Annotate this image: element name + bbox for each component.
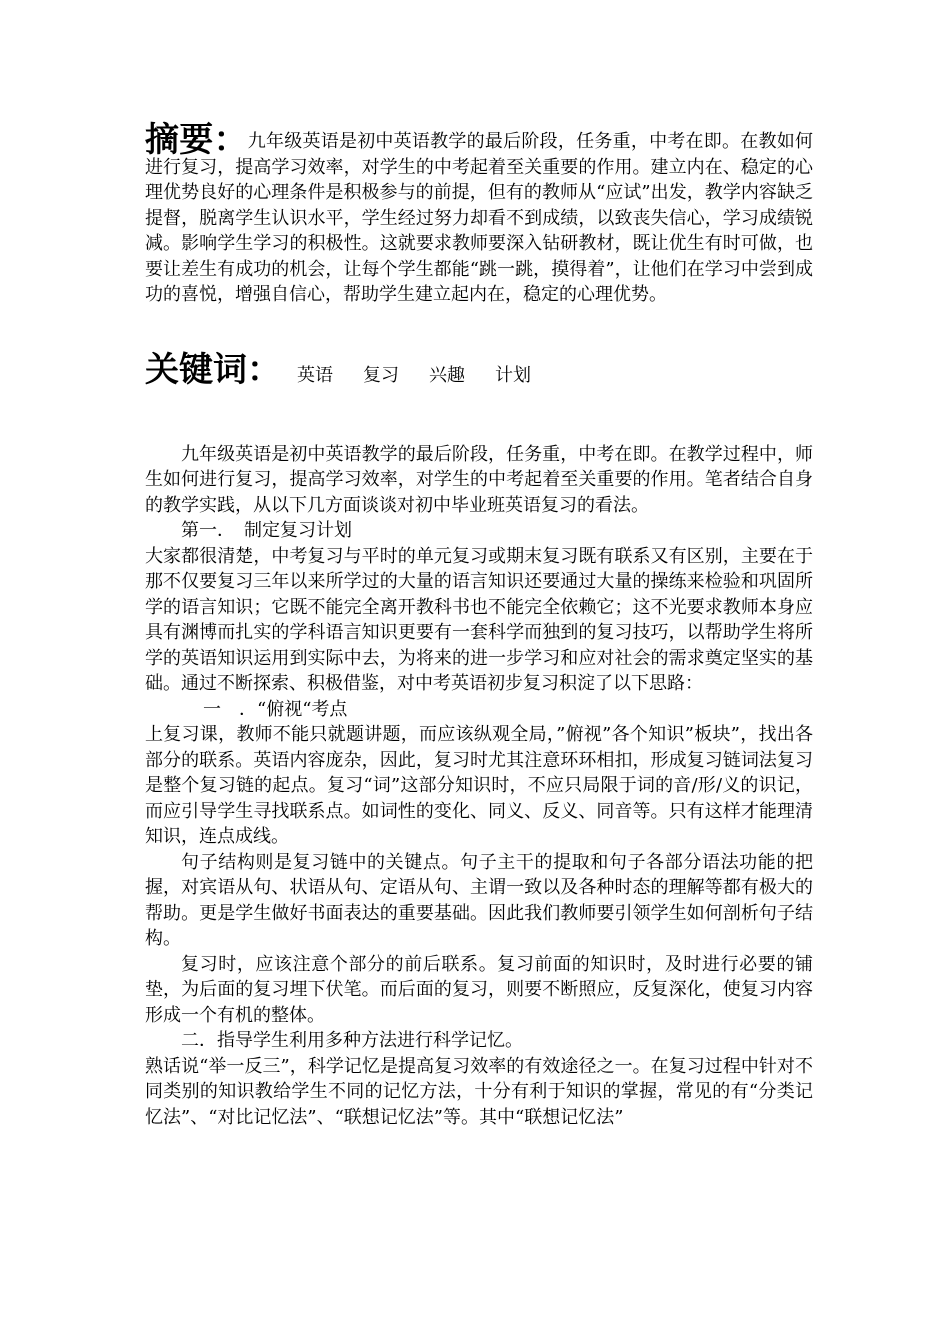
abstract-label: 摘要： [145, 120, 248, 160]
point-heading: 二．指导学生利用多种方法进行科学记忆。 [181, 1030, 523, 1051]
abstract-text: 九年级英语是初中英语教学的最后阶段，任务重，中考在即。在教如何进行复习，提高学习效率，对学生的中考起着至关重要的作用。建立内在、稳定的心理优势良好的心理条件是积极参与的前提，但有的教师从“应试”出发，教学内容缺乏提督，脱离学生认识水平，学生经过努力却看不到成绩，以致丧失信心，学习成绩锐减。影响学生学习的积极性。这就要求教师要深入钻研教材，既让优生有时可做，也要让差生有成功的机会，让每个学生都能“跳一跳，摸得着”，让他们在学习中尝到成功的喜悦，增强自信心，帮助学生建立起内在，稳定的心理优势。 [145, 131, 814, 305]
body-text [145, 442, 813, 1131]
point-paragraph: 熟话说“举一反三”，科学记忆是提高复习效率的有效途径之一。在复习过程中针对不同类别的知识教给学生不同的记忆方法，十分有利于知识的掌握，常见的有“分类记忆法”、“对比记忆法”、“联想记忆法”等。其中“联想记忆法” [145, 1055, 813, 1128]
document-page [145, 120, 814, 1130]
point-paragraph: 上复习课，教师不能只就题讲题，而应该纵观全局，”俯视”各个知识”板块”，找出各部分的联系。英语内容庞杂，因此，复习时尤其注意环环相扣，形成复习链词法复习是整个复习链的起点。复习“词”这部分知识时，不应只局限于词的音/形/义的识记，而应引导学生寻找联系点。如词性的变化、同义、反义、同音等。只有这样才能理清知识，连点成线。 [145, 724, 813, 847]
keywords-label: 关键词： [145, 349, 281, 390]
section-heading: 第一． 制定复习计划 [181, 520, 352, 541]
section-paragraph: 大家都很清楚，中考复习与平时的单元复习或期末复习既有联系又有区别，主要在于那不仅要复习三年以来所学过的大量的语言知识还要通过大量的操练来检验和巩固所学的语言知识；它既不能完全离开教科书也不能完全依赖它；这不光要求教师本身应具有渊博而扎实的学科语言知识更要有一套科学而独到的复习技巧，以帮助学生将所学的英语知识运用到实际中去，为将来的进一步学习和应对社会的需求奠定坚实的基础。通过不断探索、积极借鉴，对中考英语初步复习积淀了以下思路： [145, 545, 813, 694]
intro-paragraph: 九年级英语是初中英语教学的最后阶段，任务重，中考在即。在教学过程中，师生如何进行复习，提高学习效率，对学生的中考起着至关重要的作用。笔者结合自身的教学实践，从以下几方面谈谈对初中毕业班英语复习的看法。 [145, 443, 813, 516]
keyword-item: 复习 [363, 364, 399, 386]
point-heading: 一 ．“俯视“考点 [203, 698, 348, 720]
abstract-section [145, 120, 814, 308]
keyword-item: 兴趣 [429, 364, 465, 386]
point-paragraph: 复习时，应该注意个部分的前后联系。复习前面的知识时，及时进行必要的铺垫，为后面的复习埋下伏笔。而后面的复习，则要不断照应，反复深化，使复习内容形成一个有机的整体。 [145, 953, 813, 1026]
keywords-section [145, 350, 813, 396]
keyword-item: 英语 [297, 364, 333, 386]
point-paragraph: 句子结构则是复习链中的关键点。句子主干的提取和句子各部分语法功能的把握，对宾语从句、状语从句、定语从句、主谓一致以及各种时态的理解等都有极大的帮助。更是学生做好书面表达的重要基础。因此我们教师要引领学生如何剖析句子结构。 [145, 851, 813, 949]
keyword-item: 计划 [495, 364, 531, 386]
